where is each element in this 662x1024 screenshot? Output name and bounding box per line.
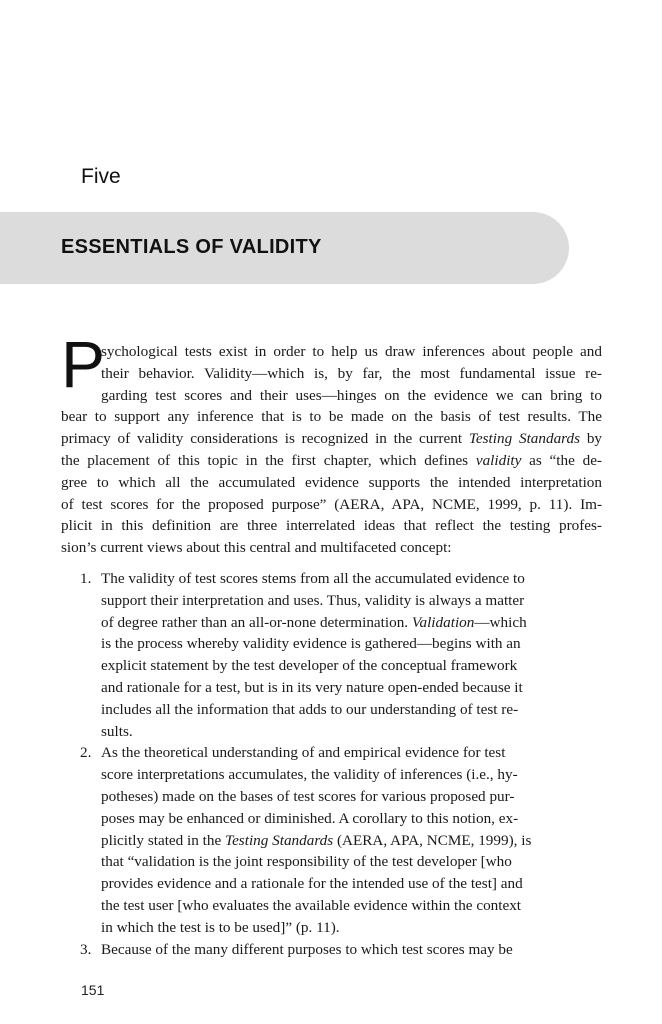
intro-line: sion’s current views about this central and multifaceted concept: xyxy=(61,539,452,557)
intro-line: gree to which all the accumulated evidence supports the intended interpretation xyxy=(61,473,602,491)
list-item xyxy=(80,568,580,742)
intro-line: garding test scores and their uses—hinges on the evidence we can bring to xyxy=(101,386,602,404)
italic-title: Testing Standards xyxy=(468,430,581,448)
list-line: and rationale for a test, but is in its very nature open-ended because it xyxy=(101,678,523,696)
drop-cap: P xyxy=(61,327,106,401)
text-run: —which xyxy=(474,613,527,631)
list-line: explicit statement by the test developer of the conceptual framework xyxy=(101,657,518,675)
list-line: is the process whereby validity evidence is gathered—begins with an xyxy=(101,635,521,653)
numbered-list xyxy=(80,568,580,960)
list-item xyxy=(80,742,580,938)
list-number: 1. xyxy=(80,570,92,587)
list-line: poses may be enhanced or diminished. A corollary to this notion, ex- xyxy=(101,809,519,827)
list-line xyxy=(101,612,580,634)
list-line: the test user [who evaluates the available evidence within the context xyxy=(101,896,522,914)
intro-line: plicit in this definition are three interrelated ideas that reflect the testing profes- xyxy=(61,517,602,535)
chapter-number: Five xyxy=(81,165,121,188)
list-line: support their interpretation and uses. Thus, validity is always a matter xyxy=(101,591,525,609)
italic-term: Validation xyxy=(411,613,475,631)
page-number: 151 xyxy=(81,982,105,998)
text-run: as “the de- xyxy=(521,451,602,469)
text-run: (AERA, APA, NCME, 1999), is xyxy=(333,831,532,849)
list-number: 2. xyxy=(80,744,92,762)
text-run: of degree rather than an all-or-none determination. xyxy=(101,613,412,631)
text-run: the placement of this topic in the first chapter, which defines xyxy=(61,451,476,469)
list-item xyxy=(80,939,580,961)
list-line: in which the test is to be used]” (p. 11). xyxy=(101,918,340,936)
list-line: sults. xyxy=(101,722,133,740)
list-line: that “validation is the joint responsibility of the test developer [who xyxy=(101,853,512,871)
intro-line xyxy=(61,428,602,450)
text-run: primacy of validity considerations is recognized in the current xyxy=(61,430,469,448)
list-line: As the theoretical understanding of and empirical evidence for test xyxy=(101,744,506,762)
intro-line: sychological tests exist in order to help us draw inferences about people and xyxy=(101,343,602,360)
list-line xyxy=(101,830,580,852)
chapter-title: ESSENTIALS OF VALIDITY xyxy=(61,236,322,258)
list-line: provides evidence and a rationale for the intended use of the test] and xyxy=(101,875,523,893)
intro-paragraph xyxy=(61,341,602,559)
list-line: The validity of test scores stems from all the accumulated evidence to xyxy=(101,570,525,587)
list-line: Because of the many different purposes to which test scores may be xyxy=(101,940,513,958)
intro-line xyxy=(61,450,602,472)
italic-term: validity xyxy=(475,451,522,469)
text-run: plicitly stated in the xyxy=(101,831,226,849)
list-line: includes all the information that adds to our understanding of test re- xyxy=(101,700,519,718)
list-number: 3. xyxy=(80,940,92,958)
italic-title: Testing Standards xyxy=(225,831,334,849)
intro-line: of test scores for the proposed purpose” (AERA, APA, NCME, 1999, p. 11). Im- xyxy=(61,495,602,513)
list-line: potheses) made on the bases of test scores for various proposed pur- xyxy=(101,787,515,805)
text-run: by xyxy=(580,430,602,448)
list-line: score interpretations accumulates, the validity of inferences (i.e., hy- xyxy=(101,766,518,784)
intro-line: their behavior. Validity—which is, by far, the most fundamental issue re- xyxy=(101,364,602,382)
intro-line: bear to support any inference that is to be made on the basis of test results. The xyxy=(61,408,602,426)
